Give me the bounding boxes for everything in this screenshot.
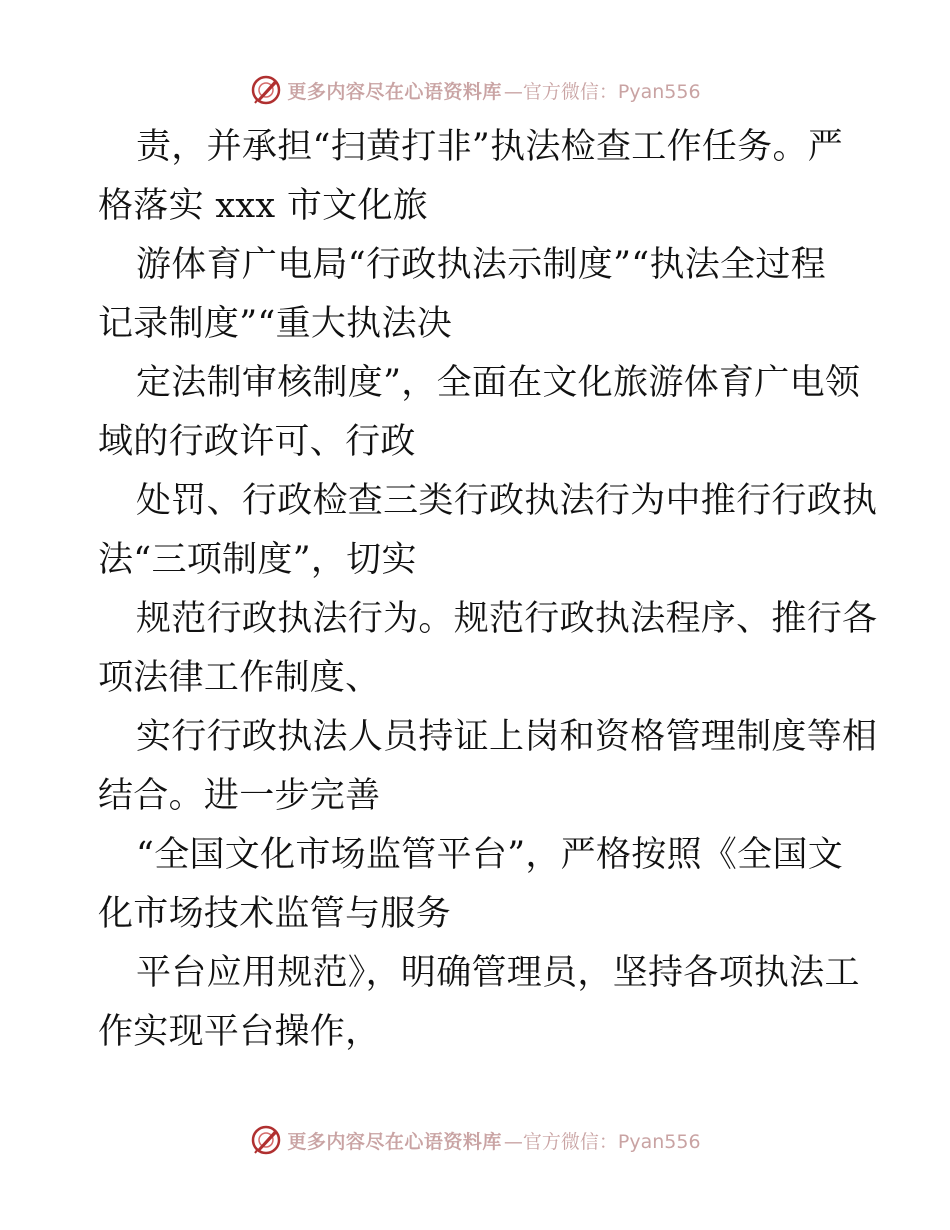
header-watermark (0, 70, 950, 110)
text-line: 责，并承担“扫黄打非”执法检查工作任务。严 (136, 127, 844, 167)
text-line: 项法律工作制度、 (98, 658, 381, 698)
text-line: 化市场技术监管与服务 (98, 894, 452, 934)
text-line: 法“三项制度”，切实 (98, 540, 417, 580)
text-line: 处罚、行政检查三类行政执法行为中推行行政执 (136, 481, 878, 521)
text-line: 规范行政执法行为。规范行政执法程序、推行各 (136, 599, 878, 639)
text-line: 格落实 xxx 市文化旅 (98, 186, 429, 226)
text-line: “全国文化市场监管平台”，严格按照《全国文 (136, 835, 844, 875)
text-line: 记录制度”“重大执法决 (98, 304, 453, 344)
text-line: 平台应用规范》，明确管理员，坚持各项执法工 (136, 953, 860, 993)
quill-pen-circle-icon (249, 1123, 283, 1157)
text-line: 定法制审核制度”，全面在文化旅游体育广电领 (136, 363, 861, 403)
text-line: 结合。进一步完善 (98, 776, 381, 816)
watermark-main-text: 更多内容尽在心语资料库 (287, 1130, 502, 1153)
watermark-main-text: 更多内容尽在心语资料库 (287, 80, 502, 103)
watermark-contact-text: —官方微信：Pyan556 (503, 80, 701, 103)
text-line: 实行行政执法人员持证上岗和资格管理制度等相 (136, 717, 878, 757)
text-line: 游体育广电局“行政执法示制度”“执法全过程 (136, 245, 826, 285)
document-body (98, 118, 878, 1062)
quill-pen-circle-icon (249, 73, 283, 107)
text-line: 作实现平台操作， (98, 1012, 381, 1052)
text-line: 域的行政许可、行政 (98, 422, 416, 462)
watermark-contact-text: —官方微信：Pyan556 (503, 1130, 701, 1153)
footer-watermark (0, 1120, 950, 1160)
